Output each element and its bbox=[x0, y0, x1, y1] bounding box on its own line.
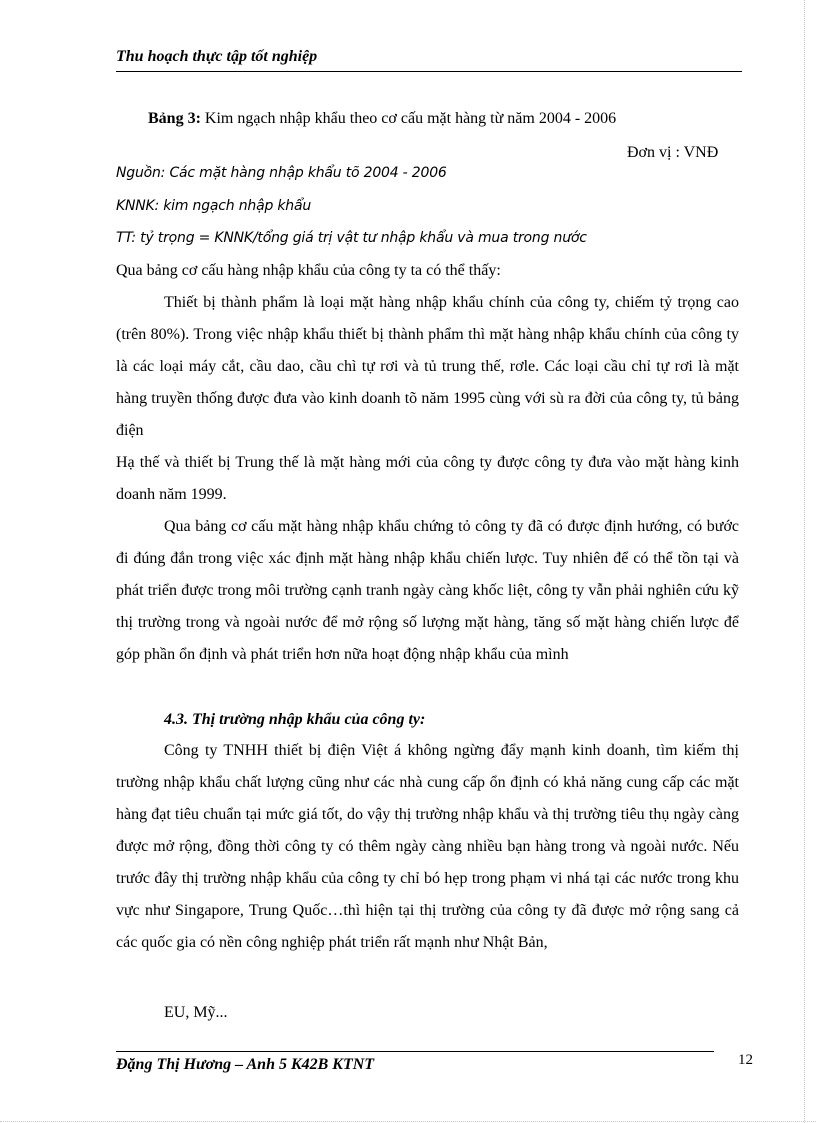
header-title: Thu hoạch thực tập tốt nghiệp bbox=[116, 48, 318, 65]
table-caption-label: Bảng 3: bbox=[148, 110, 201, 127]
paragraph-strategy: Qua bảng cơ cấu mặt hàng nhập khẩu chứng tỏ công ty đã có được định hướng, có bước đi đúng đắn trong việc xác định mặt hàng nhập khẩu chiến lược. Tuy nhiên để có thể tồn tại và phát triển được trong môi trường cạnh tranh ngày càng khốc liệt, công ty vẫn phải nghiên cứu kỹ thị trường trong và ngoài nước để mở rộng số lượng mặt hàng, tăng số mặt hàng chiến lược để góp phần ổn định và phát triển hơn nữa hoạt động nhập khẩu của mình bbox=[116, 518, 739, 663]
paragraph-intro: Qua bảng cơ cấu hàng nhập khẩu của công ty ta có thể thấy: bbox=[116, 262, 501, 279]
paragraph-new-products: Hạ thế và thiết bị Trung thế là mặt hàng mới của công ty được công ty đưa vào mặt hàng kinh doanh năm 1999. bbox=[116, 454, 739, 503]
header-divider bbox=[116, 71, 742, 72]
table-caption bbox=[148, 110, 616, 128]
source-note: Nguồn: Các mặt hàng nhập khẩu tõ 2004 - 2006 bbox=[116, 165, 447, 181]
footer-divider bbox=[116, 1051, 714, 1052]
abbreviation-note: KNNK: kim ngạch nhập khẩu bbox=[116, 198, 312, 214]
ratio-note: TT: tỷ trọng = KNNK/tổng giá trị vật tư nhập khẩu và mua trong nước bbox=[116, 230, 587, 246]
page-number: 12 bbox=[738, 1052, 753, 1068]
footer-author: Đặng Thị Hương – Anh 5 K42B KTNT bbox=[116, 1056, 375, 1073]
paragraph-market: Công ty TNHH thiết bị điện Việt á không ngừng đẩy mạnh kinh doanh, tìm kiếm thị trường nhập khẩu chất lượng cũng như các nhà cung cấp ổn định có khả năng cung cấp các mặt hàng đạt tiêu chuẩn tại mức giá tốt, do vậy thị trường nhập khẩu và thị trường tiêu thụ ngày càng được mở rộng, đồng thời công ty có thêm ngày càng nhiều bạn hàng trong và ngoài nước. Nếu trước đây thị trường nhập khẩu của công ty chỉ bó hẹp trong phạm vi nhá tại các nước trong khu vực như Singapore, Trung Quốc…thì hiện tại thị trường của công ty đã được mở rộng sang cả các quốc gia có nền công nghiệp phát triển rất mạnh như Nhật Bản, bbox=[116, 742, 739, 951]
page-border-bottom bbox=[0, 1121, 816, 1122]
page-border-right bbox=[804, 0, 805, 1123]
unit-label: Đơn vị : VNĐ bbox=[627, 144, 719, 161]
section-heading: 4.3. Thị trường nhập khẩu của công ty: bbox=[164, 711, 426, 728]
paragraph-products: Thiết bị thành phẩm là loại mặt hàng nhập khẩu chính của công ty, chiếm tỷ trọng cao (trên 80%). Trong việc nhập khẩu thiết bị thành phẩm thì mặt hàng nhập khẩu chính của công ty là các loại máy cắt, cầu dao, cầu chì tự rơi và tủ trung thế, rơle. Các loại cầu chỉ tự rơi là mặt hàng truyền thống được đưa vào kinh doanh tõ năm 1995 cùng với sù ra đời của công ty, tủ bảng điện bbox=[116, 294, 739, 439]
table-caption-text: Kim ngạch nhập khẩu theo cơ cấu mặt hàng từ năm 2004 - 2006 bbox=[200, 110, 617, 127]
paragraph-market-end: EU, Mỹ... bbox=[164, 1004, 228, 1021]
